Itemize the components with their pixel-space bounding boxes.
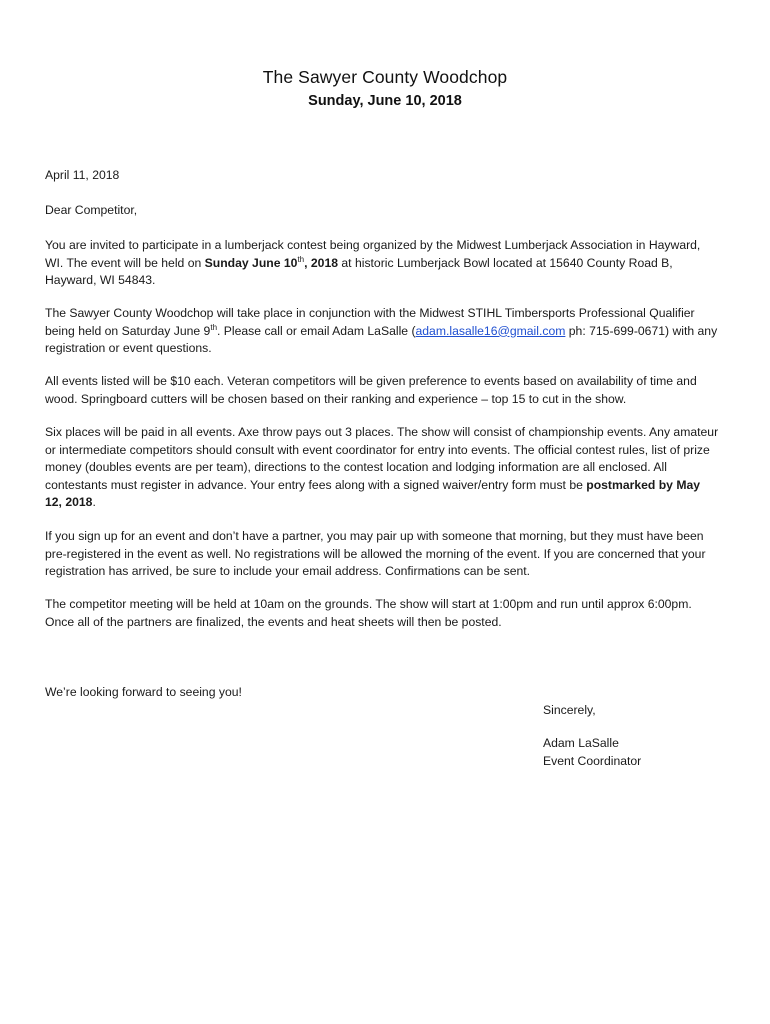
signer-name: Adam LaSalle: [543, 736, 619, 750]
paragraph-text: ph: 715-699-0671) with any registration or event questions.: [45, 323, 718, 356]
letter-greeting: Dear Competitor,: [45, 203, 138, 217]
signature-block: [543, 735, 743, 770]
event-year-bold: , 2018: [304, 255, 339, 270]
paragraph-text: .: [92, 495, 96, 510]
paragraph-text: Six places will be paid in all events. Axe throw pays out 3 places. The show will consist of championship events. Any amateur or intermediate competitors should consult with event coordinator for entry into events. The official contest rules, list of prize money (doubles events are per team), directions to the contest location and lodging information are all enclosed. All contestants must register in advance. Your entry fees along with a signed waiver/entry form must be: [45, 425, 719, 492]
paragraph-text: . Please call or email Adam LaSalle (: [217, 323, 416, 338]
contact-email-link[interactable]: adam.lasalle16@gmail.com: [415, 323, 566, 338]
sign-off: Sincerely,: [543, 703, 596, 717]
event-date-subtitle: Sunday, June 10, 2018: [308, 93, 462, 109]
paragraph-rules: [45, 424, 720, 512]
paragraph-text: You are invited to participate in a lumberjack contest being organized by the Midwest Lumberjack Association in Hayward, WI. The event will be held on: [45, 238, 701, 270]
letter-date: April 11, 2018: [45, 168, 120, 182]
signer-title: Event Coordinator: [543, 753, 642, 768]
paragraph-text: at historic Lumberjack Bowl located at 15640 County Road B, Hayward, WI 54843.: [45, 255, 673, 288]
paragraph-text: The Sawyer County Woodchop will take place in conjunction with the Midwest STIHL Timbersports Professional Qualifier being held on Saturday June 9: [45, 306, 695, 338]
paragraph-fees: All events listed will be $10 each. Veteran competitors will be given preference to events based on availability of time and wood. Springboard cutters will be chosen based on their ranking and experience – top 15 to cut in the show.: [45, 374, 697, 406]
ordinal-suffix: th: [297, 254, 305, 264]
ordinal-suffix: th: [210, 322, 218, 332]
event-date-bold: Sunday June 10: [204, 255, 298, 270]
paragraph-contact: [45, 305, 720, 358]
paragraph-partners: If you sign up for an event and don’t have a partner, you may pair up with someone that morning, but they must have been pre-registered in the event as well. No registrations will be allowed the morning of the event. If you are concerned that your registration has arrived, be sure to include your email address. Confirmations can be sent.: [45, 529, 706, 579]
paragraph-schedule: The competitor meeting will be held at 10am on the grounds. The show will start at 1:00pm and run until approx 6:00pm. Once all of the partners are finalized, the events and heat sheets will then be posted.: [45, 597, 692, 629]
page-title: The Sawyer County Woodchop: [262, 67, 508, 87]
postmark-deadline-bold: postmarked by May 12, 2018: [45, 477, 701, 510]
closing-line: We’re looking forward to seeing you!: [45, 685, 242, 699]
paragraph-invitation: [45, 237, 720, 290]
